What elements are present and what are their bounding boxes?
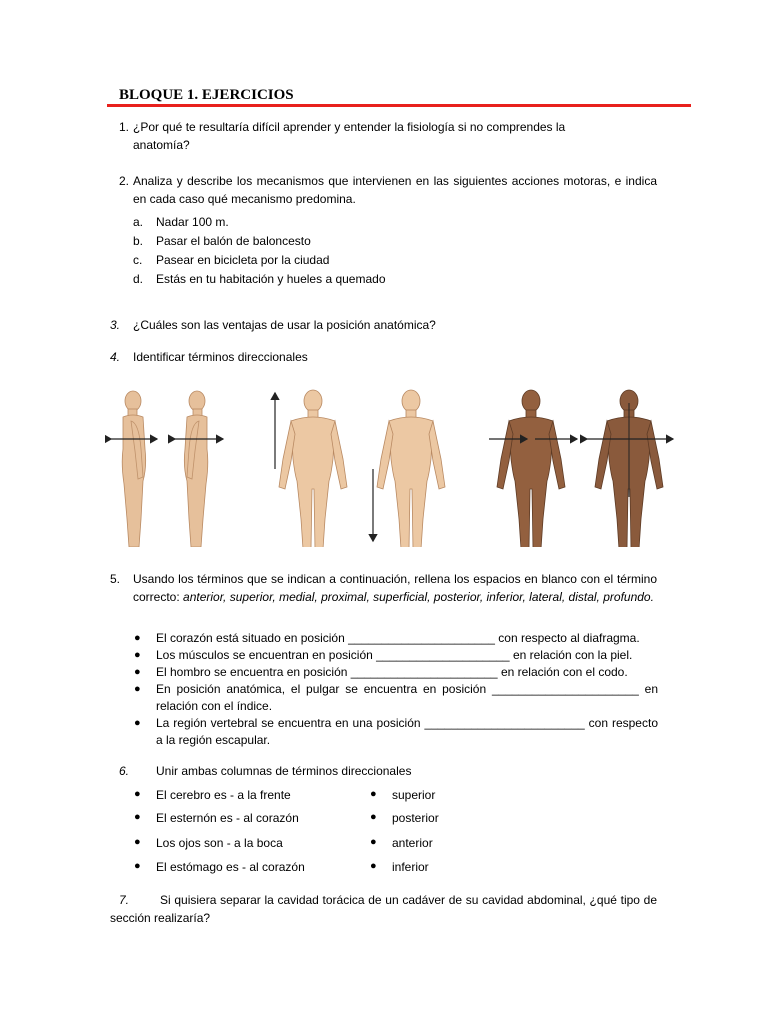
q3-text: ¿Cuáles son las ventajas de usar la posición anatómica?: [133, 318, 436, 332]
bullet-icon: ●: [370, 788, 377, 800]
q6-right-1: superior: [392, 788, 436, 802]
q5-text: [133, 570, 657, 606]
q5-number: 5.: [110, 572, 121, 586]
bullet-icon: ●: [134, 649, 141, 661]
q6-right-3: anterior: [392, 836, 433, 850]
q6-left-1: El cerebro es - a la frente: [156, 788, 291, 802]
q2-text: Analiza y describe los mecanismos que intervienen en las siguientes acciones motoras, e indica en cada caso qué mecanismo predomina.: [133, 174, 657, 206]
q5-bullet-5: La región vertebral se encuentra en una posición ________________________ con respecto a la región escapular.: [156, 716, 658, 747]
q2-item-b: Pasar el balón de baloncesto: [156, 234, 311, 248]
q5-intro: Usando los términos que se indican a continuación, rellena los espacios en blanco con el término correcto:: [133, 572, 657, 604]
q2-item-b-marker: b.: [133, 234, 144, 248]
directional-terms-figure: [105, 377, 685, 547]
q2-item-a: Nadar 100 m.: [156, 215, 229, 229]
q6-left-3: Los ojos son - a la boca: [156, 836, 283, 850]
q3-number: 3.: [110, 318, 121, 332]
q4-text: Identificar términos direccionales: [133, 350, 308, 364]
q5-bullet-4: En posición anatómica, el pulgar se encuentra en posición ______________________ en relación con el índice.: [156, 682, 658, 713]
q6-right-4: inferior: [392, 860, 429, 874]
bullet-icon: ●: [370, 860, 377, 872]
bullet-icon: ●: [370, 836, 377, 848]
page-title: BLOQUE 1. EJERCICIOS: [119, 87, 294, 103]
bullet-icon: ●: [134, 836, 141, 848]
q6-right-2: posterior: [392, 811, 439, 825]
bullet-icon: ●: [134, 666, 141, 678]
q2-item-d-marker: d.: [133, 272, 144, 286]
q6-left-4: El estómago es - al corazón: [156, 860, 305, 874]
q2-number: 2.: [119, 174, 130, 188]
q2-item-c: Pasear en bicicleta por la ciudad: [156, 253, 330, 267]
bullet-icon: ●: [134, 811, 141, 823]
q5-bullet-3: El hombro se encuentra en posición ______________________ en relación con el codo.: [156, 665, 628, 679]
figure-anterior-1: [279, 390, 347, 547]
q2-item-c-marker: c.: [133, 253, 143, 267]
q1-text: ¿Por qué te resultaría difícil aprender y entender la fisiología si no comprendes la anatomía?: [133, 120, 566, 152]
q1-number: 1.: [119, 120, 130, 134]
q7-text: Si quisiera separar la cavidad torácica de un cadáver de su cavidad abdominal, ¿qué tipo de sección realizaría?: [110, 893, 657, 925]
q6-left-2: El esternón es - al corazón: [156, 811, 299, 825]
title-underline: [107, 104, 691, 107]
bullet-icon: ●: [134, 717, 141, 729]
bullet-icon: ●: [134, 683, 141, 695]
q5-bullet-2: Los músculos se encuentran en posición ____________________ en relación con la piel.: [156, 648, 633, 662]
bullet-icon: ●: [134, 788, 141, 800]
q5-bullet-1: El corazón está situado en posición ______________________ con respecto al diafragma.: [156, 631, 640, 645]
q7-number: 7.: [119, 893, 130, 907]
q5-terms: anterior, superior, medial, proximal, superficial, posterior, inferior, lateral, distal, profundo.: [183, 590, 654, 604]
bullet-icon: ●: [134, 632, 141, 644]
figure-anterior-3: [497, 390, 565, 547]
q6-number: 6.: [119, 764, 130, 778]
bullet-icon: ●: [134, 860, 141, 872]
figure-lateral-2: [184, 391, 207, 547]
figure-lateral-1: [122, 391, 145, 547]
bullet-icon: ●: [370, 811, 377, 823]
q6-text: Unir ambas columnas de términos direccionales: [156, 764, 412, 778]
figure-anterior-2: [377, 390, 445, 547]
q4-number: 4.: [110, 350, 121, 364]
q2-item-a-marker: a.: [133, 215, 144, 229]
q2-item-d: Estás en tu habitación y hueles a quemado: [156, 272, 386, 286]
